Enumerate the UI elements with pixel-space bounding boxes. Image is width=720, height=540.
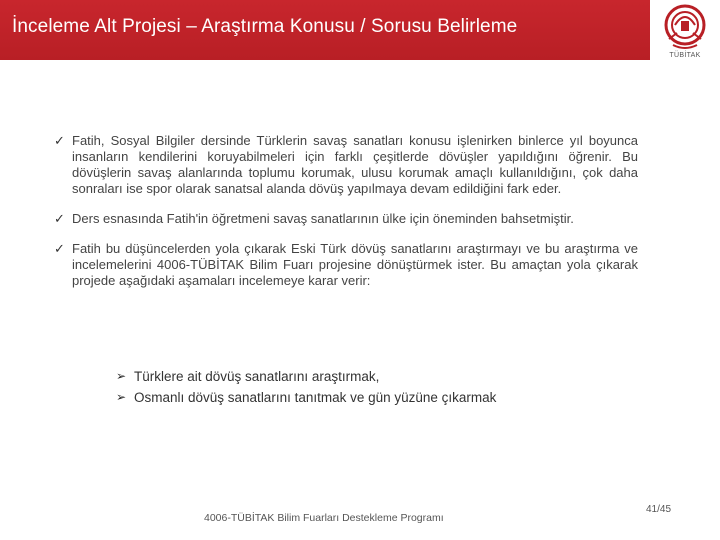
sub-bullet-list [116,366,496,408]
checkmark-icon: ✓ [54,133,65,148]
sub-bullet-item [116,387,496,408]
page-number: 41/45 [646,504,672,515]
sub-bullet-item [116,366,496,387]
arrow-right-icon: ➢ [116,390,127,404]
logo-label: TÜBİTAK [669,52,701,59]
bullet-text: Ders esnasında Fatih'in öğretmeni savaş sanatlarının ülke için öneminden bahsetmiştir. [72,211,574,226]
checkmark-icon: ✓ [54,211,65,226]
bullet-item [56,211,638,227]
bullet-text: Fatih, Sosyal Bilgiler dersinde Türklerin savaş sanatları konusu işlenirken binlerce yıl boyunca insanların kendilerini koruyabilmeleri için farklı çeşitlerde dövüşler yapıldığını öğrenir. Bu dövüşlerin savaş alanlarında toplumu korumak, ulusu korumak amaçlı kullanıldığını, çok daha sonraları ise spor olarak sanatsal alanda dövüş yapılmaya devam edildiğini fark eder. [72,133,638,196]
footer-program: 4006-TÜBİTAK Bilim Fuarları Destekleme Programı [204,512,444,524]
bullet-item [56,133,638,197]
arrow-right-icon: ➢ [116,369,127,383]
tubitak-logo [650,0,720,66]
slide-title: İnceleme Alt Projesi – Araştırma Konusu / Sorusu Belirleme [12,16,518,37]
checkmark-icon: ✓ [54,241,65,256]
sub-bullet-text: Türklere ait dövüş sanatlarını araştırmak, [134,369,380,384]
bullet-list [56,133,638,303]
sub-bullet-text: Osmanlı dövüş sanatlarını tanıtmak ve gün yüzüne çıkarmak [134,390,497,405]
slide-header [0,0,720,60]
bullet-item [56,241,638,289]
bullet-text: Fatih bu düşüncelerden yola çıkarak Eski Türk dövüş sanatlarını araştırmayı ve bu araştırma ve incelemelerini 4006-TÜBİTAK Bilim Fuarı projesine dönüştürmek ister. Bu amaçtan yola çıkarak projede aşağıdaki aşamaları incelemeye karar verir: [72,241,638,288]
tubitak-emblem-icon [663,3,707,51]
